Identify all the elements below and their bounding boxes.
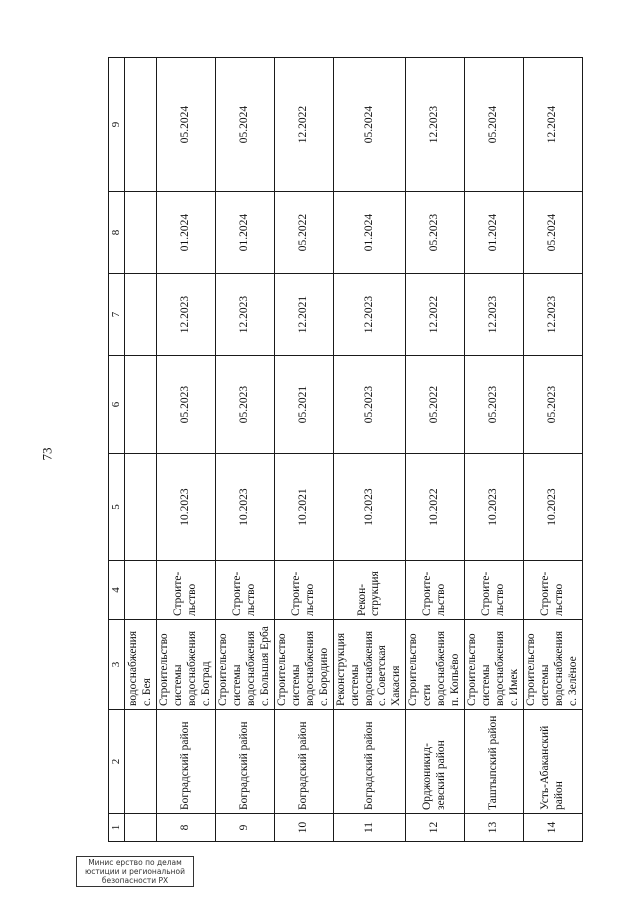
date-cell: 05.2024 [523, 192, 582, 274]
header-cell: 4 [109, 561, 125, 620]
header-cell: 6 [109, 356, 125, 454]
date-cell: 05.2022 [405, 356, 464, 454]
date-cell: 05.2023 [405, 192, 464, 274]
district-cell: Таштыпский район [464, 710, 523, 814]
district-cell: Боградский район [334, 710, 406, 814]
date-cell: 01.2024 [464, 192, 523, 274]
header-cell: 5 [109, 454, 125, 561]
registration-stamp: Минис ерство по делам юстиции и региональной безопасности РХ [76, 856, 194, 887]
table-row [405, 58, 464, 842]
date-cell: 05.2024 [157, 58, 216, 192]
row-number-cell: 14 [523, 814, 582, 842]
date-cell: 12.2022 [405, 274, 464, 356]
action-type-cell: Строите-льство [157, 561, 216, 620]
header-cell: 9 [109, 58, 125, 192]
empty-cell [125, 274, 157, 356]
object-cell: водоснабжения с. Бея [125, 620, 157, 710]
object-cell: Строительство сети водоснабжения п. Копьёво [405, 620, 464, 710]
action-type-cell: Рекон-струкция [334, 561, 406, 620]
continuation-row [125, 58, 157, 842]
action-type-cell: Строите-льство [405, 561, 464, 620]
row-number-cell: 11 [334, 814, 406, 842]
object-cell: Реконструкция системы водоснабжения с. Советская Хакасия [334, 620, 406, 710]
date-cell: 10.2023 [216, 454, 275, 561]
row-number-cell: 10 [275, 814, 334, 842]
object-cell: Строительство системы водоснабжения с. Большая Ерба [216, 620, 275, 710]
empty-cell [125, 710, 157, 814]
table-row [216, 58, 275, 842]
empty-cell [125, 192, 157, 274]
district-cell: Боградский район [275, 710, 334, 814]
empty-cell [125, 561, 157, 620]
date-cell: 05.2023 [334, 356, 406, 454]
header-cell: 7 [109, 274, 125, 356]
date-cell: 12.2023 [334, 274, 406, 356]
action-type-cell: Строите-льство [216, 561, 275, 620]
table-row [275, 58, 334, 842]
date-cell: 12.2023 [157, 274, 216, 356]
header-cell: 8 [109, 192, 125, 274]
header-cell: 1 [109, 814, 125, 842]
empty-cell [125, 814, 157, 842]
empty-cell [125, 58, 157, 192]
date-cell: 01.2024 [157, 192, 216, 274]
header-cell: 3 [109, 620, 125, 710]
district-cell: Боградский район [216, 710, 275, 814]
object-cell: Строительство системы водоснабжения с. Боград [157, 620, 216, 710]
date-cell: 05.2023 [216, 356, 275, 454]
date-cell: 05.2024 [464, 58, 523, 192]
object-cell: Строительство системы водоснабжения с. Имек [464, 620, 523, 710]
header-row [109, 58, 125, 842]
table-row [334, 58, 406, 842]
date-cell: 12.2023 [405, 58, 464, 192]
empty-cell [125, 454, 157, 561]
date-cell: 12.2023 [523, 274, 582, 356]
district-cell: Усть-Абаканский район [523, 710, 582, 814]
date-cell: 12.2023 [464, 274, 523, 356]
date-cell: 12.2023 [216, 274, 275, 356]
date-cell: 05.2021 [275, 356, 334, 454]
empty-cell [125, 356, 157, 454]
table-container [108, 58, 579, 842]
date-cell: 05.2024 [334, 58, 406, 192]
table-row [464, 58, 523, 842]
date-cell: 12.2021 [275, 274, 334, 356]
date-cell: 05.2024 [216, 58, 275, 192]
date-cell: 10.2023 [157, 454, 216, 561]
row-number-cell: 12 [405, 814, 464, 842]
action-type-cell: Строите-льство [275, 561, 334, 620]
object-cell: Строительство системы водоснабжения с. Зелёное [523, 620, 582, 710]
action-type-cell: Строите-льство [523, 561, 582, 620]
date-cell: 12.2022 [275, 58, 334, 192]
action-type-cell: Строите-льство [464, 561, 523, 620]
date-cell: 10.2022 [405, 454, 464, 561]
row-number-cell: 9 [216, 814, 275, 842]
date-cell: 10.2023 [334, 454, 406, 561]
date-cell: 10.2023 [523, 454, 582, 561]
date-cell: 12.2024 [523, 58, 582, 192]
table-row [523, 58, 582, 842]
schedule-table [108, 57, 583, 842]
row-number-cell: 8 [157, 814, 216, 842]
object-cell: Строительство системы водоснабжения с. Бородино [275, 620, 334, 710]
date-cell: 10.2023 [464, 454, 523, 561]
district-cell: Орджоникид-зевский район [405, 710, 464, 814]
date-cell: 01.2024 [216, 192, 275, 274]
header-cell: 2 [109, 710, 125, 814]
date-cell: 05.2023 [523, 356, 582, 454]
table-row [157, 58, 216, 842]
district-cell: Боградский район [157, 710, 216, 814]
date-cell: 05.2022 [275, 192, 334, 274]
date-cell: 05.2023 [464, 356, 523, 454]
page-number: 73 [39, 447, 55, 461]
date-cell: 10.2021 [275, 454, 334, 561]
row-number-cell: 13 [464, 814, 523, 842]
date-cell: 05.2023 [157, 356, 216, 454]
date-cell: 01.2024 [334, 192, 406, 274]
